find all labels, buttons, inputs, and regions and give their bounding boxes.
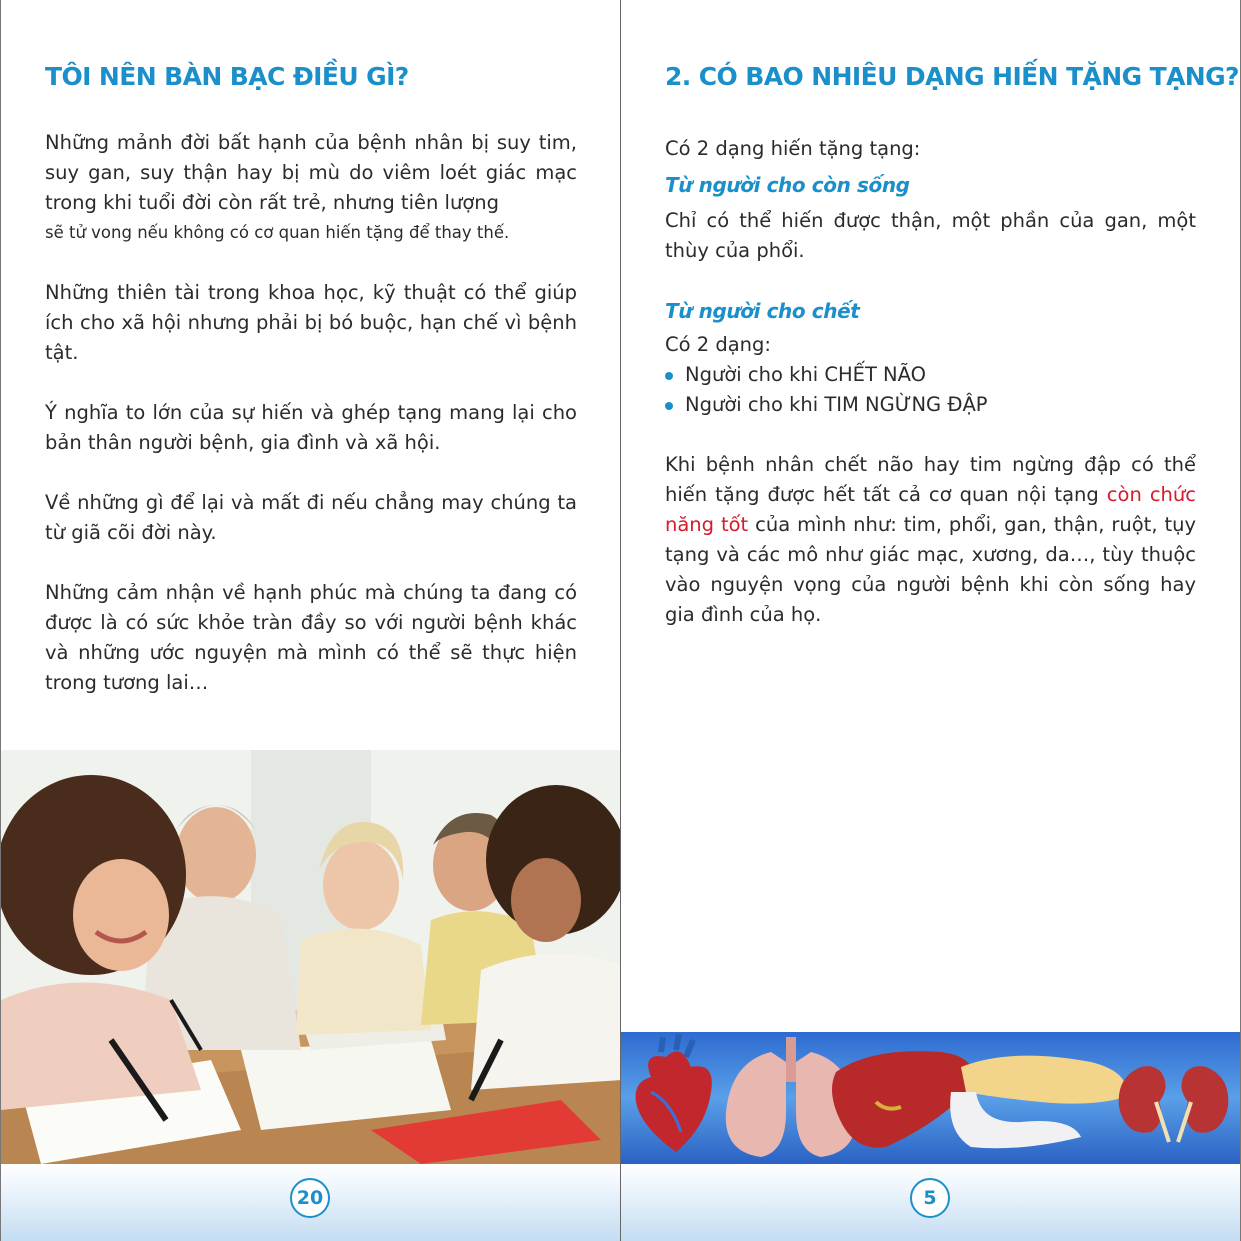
bullet-text: Người cho khi TIM NGỪNG ĐẬP	[685, 393, 988, 416]
organs-illustration	[621, 1032, 1241, 1164]
paragraph-1-tail: sẽ tử vong nếu không có cơ quan hiến tặng để thay thế.	[45, 223, 510, 242]
people-studying-illustration	[1, 750, 620, 1164]
paragraph-1	[45, 128, 577, 218]
paragraph-4: Về những gì để lại và mất đi nếu chẳng may chúng ta từ giã cõi đời này.	[45, 491, 577, 544]
deceased-donor-intro: Có 2 dạng:	[665, 333, 771, 356]
right-page-body	[665, 134, 1196, 630]
organs-illustration-strip	[621, 1032, 1241, 1164]
list-item	[665, 390, 1196, 420]
intro-line: Có 2 dạng hiến tặng tạng:	[665, 137, 921, 160]
living-donor-text: Chỉ có thể hiến được thận, một phần của gan, một thùy của phổi.	[665, 209, 1196, 262]
heart-icon	[636, 1034, 712, 1152]
deceased-donor-heading: Từ người cho chết	[665, 299, 860, 323]
closing-text-end: của mình như: tim, phổi, gan, thận, ruột, tụy tạng và các mô như giác mạc, xương, da…, tùy thuộc vào nguyện vọng của người bệnh khi còn sống hay gia đình của họ.	[665, 513, 1196, 626]
page-number-badge: 20	[290, 1178, 330, 1218]
paragraph-1-main: Những mảnh đời bất hạnh của bệnh nhân bị suy tim, suy gan, suy thận hay bị mù do viêm loét giác mạc trong khi tuổi đời còn rất trẻ, nhưng tiên lượng	[45, 131, 577, 214]
paragraph-2: Những thiên tài trong khoa học, kỹ thuật có thể giúp ích cho xã hội nhưng phải bị bó buộc, hạn chế vì bệnh tật.	[45, 281, 577, 364]
left-page-body	[45, 128, 577, 728]
pancreas-icon	[950, 1056, 1126, 1149]
bullet-dot-icon	[665, 402, 673, 410]
closing-highlight: còn chức năng tốt	[665, 483, 1196, 536]
living-donor-heading: Từ người cho còn sống	[665, 173, 910, 197]
closing-text-start: Khi bệnh nhân chết não hay tim ngừng đập có thể hiến tặng được hết tất cả cơ quan nội tạng	[665, 453, 1196, 506]
right-page-footer	[621, 1164, 1241, 1241]
people-studying-photo	[1, 750, 620, 1164]
bullet-text: Người cho khi CHẾT NÃO	[685, 363, 926, 386]
right-page-title: 2. CÓ BAO NHIÊU DẠNG HIẾN TẶNG TẠNG?	[665, 62, 1239, 91]
kidneys-icon	[1119, 1066, 1229, 1142]
right-page	[621, 0, 1241, 1241]
list-item	[665, 360, 1196, 390]
left-page-footer	[1, 1164, 620, 1241]
paragraph-3: Ý nghĩa to lớn của sự hiến và ghép tạng mang lại cho bản thân người bệnh, gia đình và xã hội.	[45, 401, 577, 454]
page-number-badge: 5	[910, 1178, 950, 1218]
bullet-dot-icon	[665, 372, 673, 380]
left-page	[0, 0, 620, 1241]
paragraph-5: Những cảm nhận về hạnh phúc mà chúng ta đang có được là có sức khỏe tràn đầy so với người bệnh khác và những ước nguyện mà mình có thể sẽ thực hiện trong tương lai…	[45, 581, 577, 694]
closing-paragraph	[665, 450, 1196, 630]
left-page-title: TÔI NÊN BÀN BẠC ĐIỀU GÌ?	[45, 62, 409, 91]
deceased-types-list	[665, 360, 1196, 420]
